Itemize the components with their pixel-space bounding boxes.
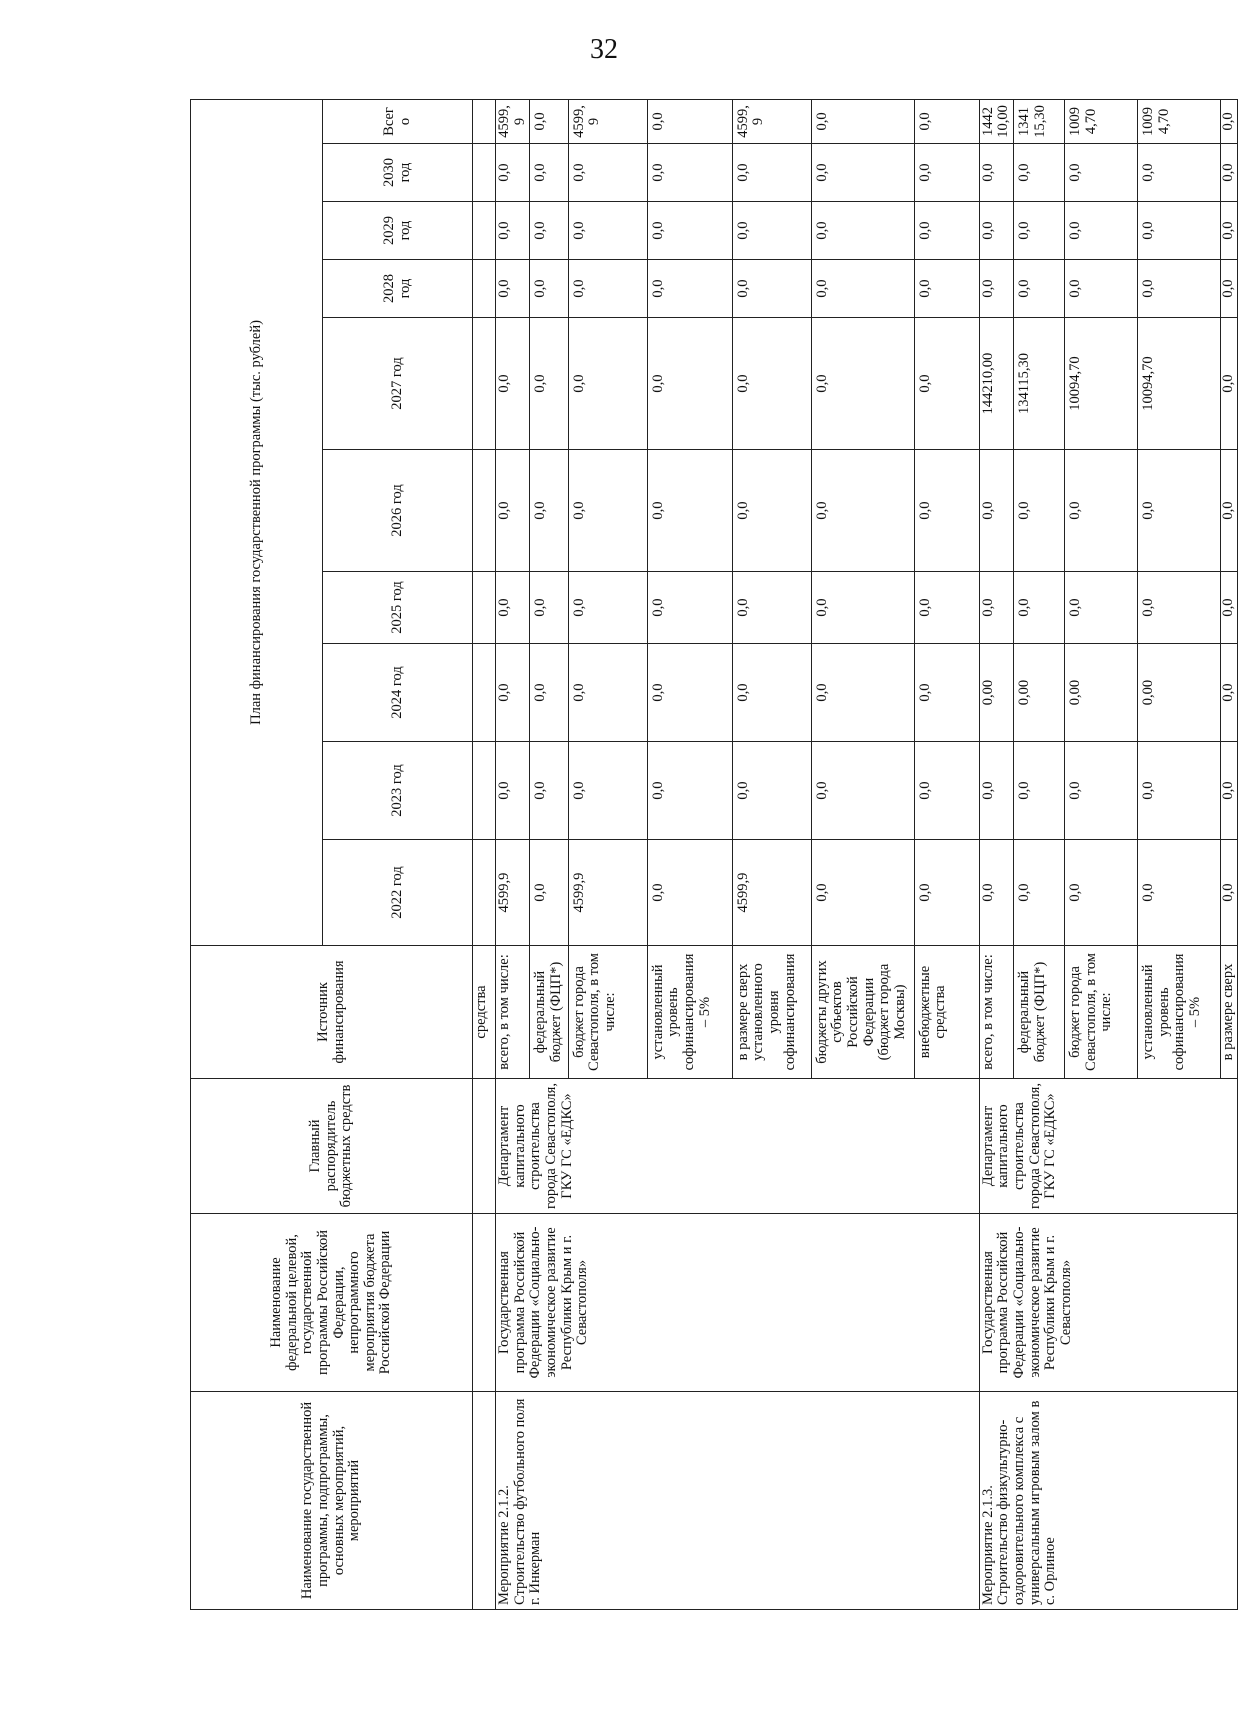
header-year-2026: 2026 год — [323, 450, 473, 572]
value-cell: 134115,30 — [1013, 318, 1064, 450]
financing-source: в размере сверх установленного уровня софинансирования — [732, 946, 811, 1079]
value-cell: 0,0 — [1064, 742, 1137, 840]
value-cell: 0,0 — [1137, 450, 1220, 572]
value-cell: 0,0 — [496, 144, 530, 202]
value-cell: 0,00 — [979, 644, 1013, 742]
value-cell: 0,0 — [647, 572, 732, 644]
financing-source: бюджет города Севастополя, в том числе: — [1064, 946, 1137, 1079]
activity-name: Мероприятие 2.1.3. Строительство физкультурно-оздоровительного комплекса с универсальным игровым залом в с. Орлиное — [979, 1392, 1237, 1610]
value-cell: 0,0 — [1220, 144, 1237, 202]
value-cell: 0,0 — [732, 318, 811, 450]
value-cell: 0,0 — [568, 260, 647, 318]
value-cell: 0,0 — [914, 318, 979, 450]
value-cell: 0,0 — [1220, 572, 1237, 644]
header-financing-source: Источник финансирования — [191, 946, 473, 1079]
total-cell: 0,0 — [1220, 99, 1237, 143]
value-cell: 0,0 — [1013, 840, 1064, 946]
federal-program-name: Государственная программа Российской Федерации «Социально-экономическое развитие Республики Крым и г. Севастополя» — [496, 1214, 980, 1392]
total-cell: 144210,00 — [979, 99, 1013, 143]
value-cell: 0,0 — [1220, 644, 1237, 742]
value-cell: 0,0 — [914, 144, 979, 202]
continuation-row — [473, 99, 496, 1609]
financing-source: внебюджетные средства — [914, 946, 979, 1079]
budget-distributor: Департамент капитального строительства города Севастополя, ГКУ ГС «ЕДКС» — [979, 1079, 1237, 1214]
total-cell: 0,0 — [811, 99, 914, 143]
value-cell: 0,0 — [1137, 202, 1220, 260]
value-cell: 0,0 — [530, 260, 568, 318]
value-cell: 0,0 — [732, 644, 811, 742]
financing-source: всего, в том числе: — [496, 946, 530, 1079]
rotated-table-container — [190, 100, 1236, 1610]
header-year-2024: 2024 год — [323, 644, 473, 742]
financing-source: установленный уровень софинансирования – 5% — [647, 946, 732, 1079]
value-cell: 0,0 — [530, 144, 568, 202]
financing-source: всего, в том числе: — [979, 946, 1013, 1079]
value-cell: 0,0 — [979, 450, 1013, 572]
page-number: 32 — [590, 34, 618, 65]
header-year-2027: 2027 год — [323, 318, 473, 450]
value-cell: 0,0 — [568, 144, 647, 202]
header-year-2030: 2030 год — [323, 144, 473, 202]
header-year-2029: 2029 год — [323, 202, 473, 260]
value-cell: 0,0 — [568, 572, 647, 644]
value-cell: 0,0 — [811, 318, 914, 450]
value-cell: 0,0 — [811, 840, 914, 946]
value-cell: 0,0 — [1220, 450, 1237, 572]
value-cell: 0,0 — [1013, 202, 1064, 260]
value-cell: 0,0 — [811, 260, 914, 318]
value-cell: 0,0 — [647, 840, 732, 946]
value-cell: 0,0 — [1220, 742, 1237, 840]
value-cell: 0,0 — [530, 318, 568, 450]
budget-distributor: Департамент капитального строительства города Севастополя, ГКУ ГС «ЕДКС» — [496, 1079, 980, 1214]
value-cell: 0,0 — [1220, 202, 1237, 260]
value-cell: 0,0 — [530, 572, 568, 644]
value-cell: 0,0 — [732, 572, 811, 644]
value-cell: 0,0 — [568, 742, 647, 840]
value-cell: 0,0 — [647, 742, 732, 840]
header-program-name: Наименование государственной программы, подпрограммы, основных мероприятий, мероприятий — [191, 1392, 473, 1610]
value-cell: 0,00 — [1064, 644, 1137, 742]
value-cell: 4599,9 — [496, 840, 530, 946]
value-cell: 0,0 — [496, 260, 530, 318]
value-cell: 0,00 — [1137, 644, 1220, 742]
value-cell: 0,0 — [811, 450, 914, 572]
federal-program-name: Государственная программа Российской Федерации «Социально-экономическое развитие Республики Крым и г. Севастополя» — [979, 1214, 1237, 1392]
value-cell: 0,0 — [1064, 572, 1137, 644]
continuation-text: средства — [473, 946, 496, 1079]
value-cell: 0,0 — [496, 644, 530, 742]
value-cell: 0,0 — [1137, 260, 1220, 318]
value-cell: 0,0 — [1013, 450, 1064, 572]
value-cell: 0,0 — [1220, 840, 1237, 946]
table-row — [496, 99, 530, 1609]
value-cell: 0,0 — [1137, 742, 1220, 840]
total-cell: 0,0 — [647, 99, 732, 143]
value-cell: 10094,70 — [1064, 318, 1137, 450]
table-row — [979, 99, 1013, 1609]
value-cell: 0,0 — [1064, 144, 1137, 202]
value-cell: 4599,9 — [568, 840, 647, 946]
financing-source: бюджет города Севастополя, в том числе: — [568, 946, 647, 1079]
value-cell: 0,0 — [914, 450, 979, 572]
total-cell: 134115,30 — [1013, 99, 1064, 143]
value-cell: 0,0 — [914, 742, 979, 840]
total-cell: 0,0 — [530, 99, 568, 143]
total-cell: 4599,9 — [732, 99, 811, 143]
financing-source: федеральный бюджет (ФЦП*) — [530, 946, 568, 1079]
value-cell: 0,0 — [1137, 572, 1220, 644]
financing-table — [190, 99, 1238, 1610]
value-cell: 0,0 — [1064, 202, 1137, 260]
value-cell: 0,0 — [811, 572, 914, 644]
value-cell: 0,0 — [530, 450, 568, 572]
value-cell: 0,0 — [647, 144, 732, 202]
value-cell: 0,0 — [496, 318, 530, 450]
value-cell: 0,0 — [732, 450, 811, 572]
value-cell: 0,0 — [979, 572, 1013, 644]
value-cell: 0,0 — [732, 202, 811, 260]
value-cell: 0,0 — [811, 144, 914, 202]
value-cell: 0,0 — [647, 450, 732, 572]
value-cell: 0,0 — [1013, 144, 1064, 202]
value-cell: 0,0 — [1013, 260, 1064, 318]
value-cell: 0,0 — [496, 572, 530, 644]
value-cell: 4599,9 — [732, 840, 811, 946]
header-year-2023: 2023 год — [323, 742, 473, 840]
value-cell: 0,0 — [811, 202, 914, 260]
value-cell: 10094,70 — [1137, 318, 1220, 450]
value-cell: 0,0 — [979, 840, 1013, 946]
value-cell: 0,0 — [530, 742, 568, 840]
value-cell: 0,0 — [1013, 572, 1064, 644]
value-cell: 0,0 — [647, 318, 732, 450]
value-cell: 0,0 — [1064, 450, 1137, 572]
value-cell: 0,0 — [1013, 742, 1064, 840]
value-cell: 0,0 — [496, 202, 530, 260]
value-cell: 0,0 — [914, 572, 979, 644]
value-cell: 0,0 — [979, 202, 1013, 260]
value-cell: 0,0 — [1137, 840, 1220, 946]
header-budget-distributor: Главный распорядитель бюджетных средств — [191, 1079, 473, 1214]
value-cell: 0,0 — [1064, 840, 1137, 946]
value-cell: 0,0 — [732, 260, 811, 318]
header-financing-plan: План финансирования государственной программы (тыс. рублей) — [191, 99, 323, 945]
financing-source: установленный уровень софинансирования – 5% — [1137, 946, 1220, 1079]
value-cell: 0,0 — [530, 644, 568, 742]
total-cell: 10094,70 — [1137, 99, 1220, 143]
header-total: Всего — [323, 99, 473, 143]
value-cell: 0,0 — [979, 144, 1013, 202]
value-cell: 0,0 — [979, 260, 1013, 318]
total-cell: 4599,9 — [496, 99, 530, 143]
value-cell: 144210,00 — [979, 318, 1013, 450]
value-cell: 0,0 — [496, 450, 530, 572]
value-cell: 0,0 — [530, 840, 568, 946]
value-cell: 0,0 — [647, 260, 732, 318]
total-cell: 0,0 — [914, 99, 979, 143]
value-cell: 0,0 — [568, 318, 647, 450]
total-cell: 4599,9 — [568, 99, 647, 143]
value-cell: 0,0 — [647, 644, 732, 742]
value-cell: 0,0 — [568, 644, 647, 742]
value-cell: 0,0 — [1137, 144, 1220, 202]
financing-source: в размере сверх — [1220, 946, 1237, 1079]
financing-source: бюджеты других субъектов Российской Федерации (бюджет города Москвы) — [811, 946, 914, 1079]
value-cell: 0,0 — [1064, 260, 1137, 318]
header-federal-program: Наименование федеральной целевой, государственной программы Российской Федерации, непрограммного мероприятия бюджета Российской Федерации — [191, 1214, 473, 1392]
total-cell: 10094,70 — [1064, 99, 1137, 143]
activity-name: Мероприятие 2.1.2. Строительство футбольного поля г. Инкерман — [496, 1392, 980, 1610]
value-cell: 0,0 — [1220, 260, 1237, 318]
value-cell: 0,0 — [979, 742, 1013, 840]
value-cell: 0,0 — [530, 202, 568, 260]
value-cell: 0,0 — [496, 742, 530, 840]
value-cell: 0,0 — [1220, 318, 1237, 450]
value-cell: 0,0 — [811, 644, 914, 742]
value-cell: 0,0 — [914, 260, 979, 318]
value-cell: 0,0 — [914, 840, 979, 946]
value-cell: 0,0 — [811, 742, 914, 840]
financing-source: федеральный бюджет (ФЦП*) — [1013, 946, 1064, 1079]
value-cell: 0,0 — [732, 742, 811, 840]
value-cell: 0,0 — [568, 202, 647, 260]
value-cell: 0,0 — [914, 202, 979, 260]
header-year-2022: 2022 год — [323, 840, 473, 946]
value-cell: 0,0 — [647, 202, 732, 260]
value-cell: 0,0 — [914, 644, 979, 742]
value-cell: 0,0 — [568, 450, 647, 572]
header-year-2025: 2025 год — [323, 572, 473, 644]
value-cell: 0,0 — [732, 144, 811, 202]
header-year-2028: 2028 год — [323, 260, 473, 318]
value-cell: 0,00 — [1013, 644, 1064, 742]
